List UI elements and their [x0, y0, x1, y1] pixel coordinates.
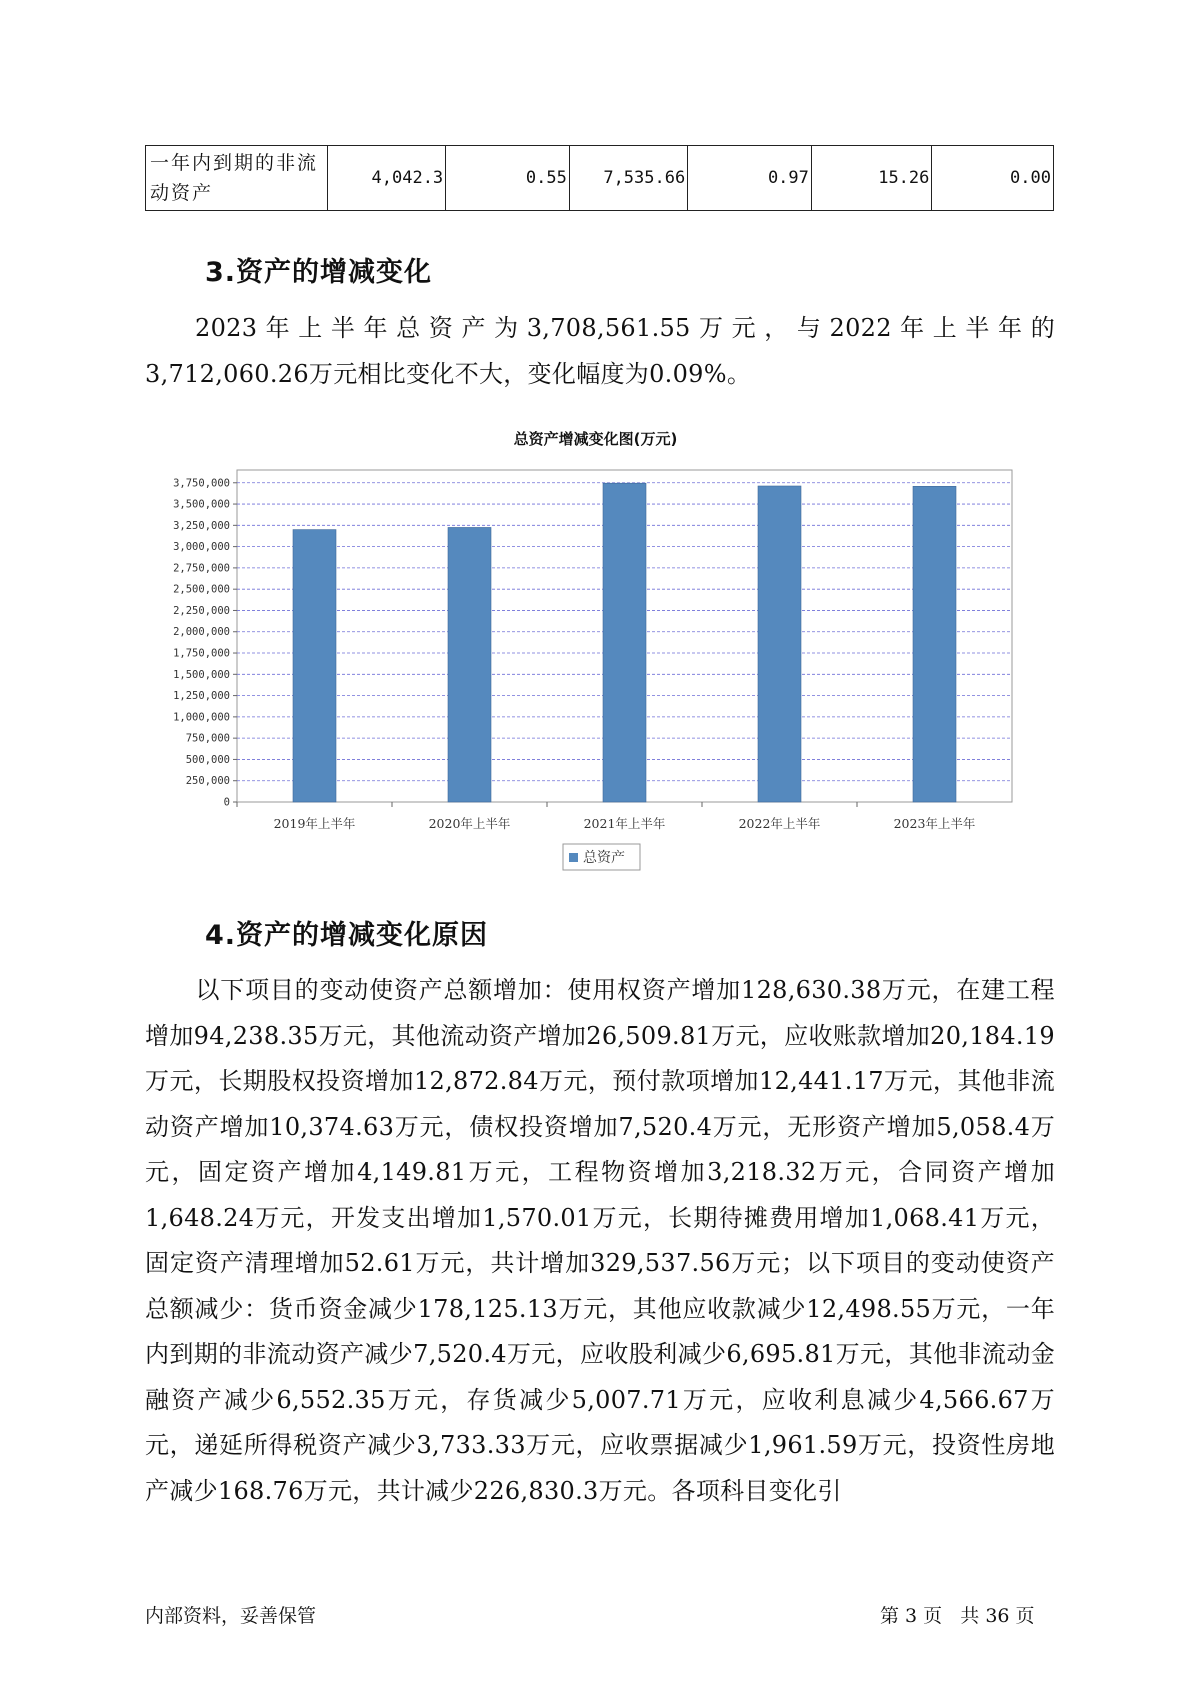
section3-paragraph [145, 306, 1055, 397]
y-tick-label: 3,000,000 [173, 541, 230, 554]
bar [448, 527, 491, 802]
y-tick-label: 2,500,000 [173, 583, 230, 596]
y-tick-label: 1,000,000 [173, 711, 230, 724]
table-row [146, 146, 1054, 211]
table-cell: 15.26 [811, 146, 932, 211]
x-tick-label: 2020年上半年 [428, 816, 511, 831]
x-tick-label: 2021年上半年 [583, 816, 666, 831]
asset-table [145, 145, 1054, 211]
section4-paragraph [145, 968, 1055, 1514]
y-tick-label: 2,250,000 [173, 604, 230, 617]
y-tick-label: 3,250,000 [173, 519, 230, 532]
table-row-label-line2: 动资产 [150, 182, 214, 204]
section3-heading: 3.资产的增减变化 [205, 257, 433, 288]
table-cell: 0.00 [932, 146, 1054, 211]
bar [293, 530, 336, 802]
table-cell: 0.97 [688, 146, 812, 211]
legend-label: 总资产 [583, 850, 625, 866]
y-tick-label: 3,500,000 [173, 498, 230, 511]
footer-confidential: 内部资料，妥善保管 [145, 1605, 317, 1627]
y-tick-label: 750,000 [185, 732, 230, 745]
y-tick-label: 1,750,000 [173, 647, 230, 660]
chart-title: 总资产增减变化图(万元) [513, 430, 678, 448]
section4-paragraph-text: 以下项目的变动使资产总额增加：使用权资产增加128,630.38万元，在建工程增加94,238.35万元，其他流动资产增加26,509.81万元，应收账款增加20,184.19万元，长期股权投资增加12,872.84万元，预付款项增加12,441.17万元，其他非流动资产增加10,374.63万元，债权投资增加7,520.4万元，无形资产增加5,058.4万元，固定资产增加4,149.81万元，工程物资增加3,218.32万元，合同资产增加1,648.24万元，开发支出增加1,570.01万元，长期待摊费用增加1,068.41万元，固定资产清理增加52.61万元，共计增加329,537.56万元；以下项目的变动使资产总额减少：货币资金减少178,125.13万元，其他应收款减少12,498.55万元，一年内到期的非流动资产减少7,520.4万元，应收股利减少6,695.81万元，其他非流动金融资产减少6,552.35万元，存货减少5,007.71万元，应收利息减少4,566.67万元，递延所得税资产减少3,733.33万元，应收票据减少1,961.59万元，投资性房地产减少168.76万元，共计减少226,830.3万元。各项科目变化引 [145, 976, 1055, 1505]
y-tick-label: 2,750,000 [173, 562, 230, 575]
total-assets-bar-chart [150, 460, 1030, 880]
table-row-label [146, 146, 328, 211]
y-tick-label: 2,000,000 [173, 626, 230, 639]
bar [913, 486, 956, 802]
table-cell: 0.55 [446, 146, 570, 211]
y-tick-label: 500,000 [185, 753, 230, 766]
table-cell: 4,042.3 [327, 146, 445, 211]
y-tick-label: 0 [223, 796, 230, 809]
table-row-label-line1: 一年内到期的非流 [150, 152, 319, 174]
y-tick-label: 1,500,000 [173, 668, 230, 681]
footer-page-number: 第 3 页 共 36 页 [880, 1605, 1035, 1627]
bar [603, 483, 646, 802]
x-tick-label: 2022年上半年 [738, 816, 821, 831]
y-tick-label: 1,250,000 [173, 690, 230, 703]
bar [758, 486, 801, 802]
y-tick-label: 250,000 [185, 775, 230, 788]
section3-paragraph-text: 2023年上半年总资产为3,708,561.55万元，与2022年上半年的3,712,060.26万元相比变化不大，变化幅度为0.09%。 [145, 314, 1055, 388]
x-tick-label: 2023年上半年 [893, 816, 976, 831]
legend-swatch [569, 853, 578, 862]
x-tick-label: 2019年上半年 [273, 816, 356, 831]
section4-heading: 4.资产的增减变化原因 [205, 920, 489, 951]
table-cell: 7,535.66 [569, 146, 687, 211]
y-tick-label: 3,750,000 [173, 477, 230, 490]
